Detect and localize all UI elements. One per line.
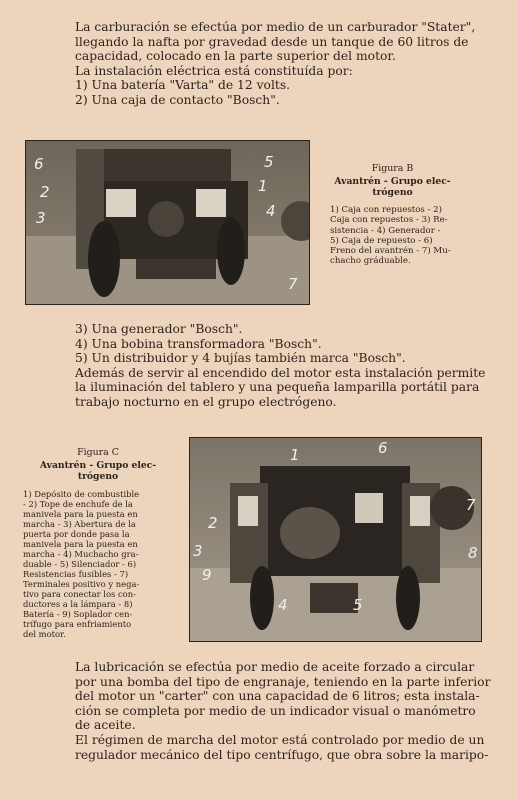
figure-b-caption-body [330, 205, 455, 266]
figure-c-label-7: 7 [466, 496, 476, 514]
figure-b-subtitle [330, 176, 455, 198]
figure-c-photo [189, 437, 482, 642]
caption-line: - 2) Tope de enchufe de la [23, 499, 133, 510]
figure-c-caption [23, 448, 173, 639]
text-line: 5) Un distribuidor y 4 bujías también marca "Bosch". [75, 351, 406, 366]
text-line: ción se completa por medio de un indicador visual o manómetro [75, 703, 476, 718]
figure-b-label-7: 7 [288, 275, 298, 293]
text-line: La lubricación se efectúa por medio de aceite forzado a circular [75, 660, 475, 674]
figure-b-photo [25, 140, 310, 305]
figure-c-caption-body [23, 489, 173, 639]
caption-line: Caja con repuestos - 3) Re- [330, 215, 448, 226]
text-line: del motor un "carter" con una capacidad de 6 litros; esta instala- [75, 689, 480, 704]
caption-line: marcha - 3) Abertura de la [23, 519, 136, 530]
paragraph-electrical [75, 322, 485, 410]
text-line: 1) Una batería "Varta" de 12 volts. [75, 78, 291, 93]
figure-b-subtitle-line: trógeno [372, 187, 413, 199]
figure-c-subtitle-line: trógeno [77, 471, 119, 483]
text-line: regulador mecánico del tipo centrífugo, que obra sobre la maripo- [75, 747, 489, 762]
figure-b-caption [330, 164, 455, 266]
text-line: Además de servir al encendido del motor esta instalación permite [75, 365, 486, 380]
caption-line: 5) Caja de repuesto - 6) [330, 235, 433, 246]
figure-c-label-1: 1 [290, 446, 300, 464]
text-line: la iluminación del tablero y una pequeña lamparilla portátil para [75, 380, 480, 395]
figure-c-title: Figura C [77, 447, 119, 458]
caption-line: Freno del avantrén - 7) Mu- [330, 246, 451, 257]
figure-c-label-2: 2 [208, 514, 218, 532]
figure-b-subtitle-line: Avantrén - Grupo elec- [334, 176, 451, 188]
figure-b-label-6: 6 [34, 155, 44, 173]
caption-line: manivela para la puesta en [23, 509, 138, 520]
text-line: El régimen de marcha del motor está controlado por medio de un [75, 732, 485, 747]
figure-c-label-3: 3 [193, 542, 203, 560]
caption-line: marcha - 4) Muchacho gra- [23, 549, 139, 560]
figure-c-label-5: 5 [353, 596, 363, 614]
caption-line: 1) Caja con repuestos - 2) [330, 205, 442, 216]
text-line: 2) Una caja de contacto "Bosch". [75, 92, 280, 107]
figure-b-label-4: 4 [266, 202, 276, 220]
text-line: por una bomba del tipo de engranaje, teniendo en la parte inferior [75, 674, 491, 689]
caption-line: chacho gráduable. [330, 256, 411, 267]
caption-line: del motor. [23, 629, 66, 640]
paragraph-carburation [75, 20, 485, 108]
text-line: La instalación eléctrica está constituída por: [75, 63, 353, 78]
text-line: capacidad, colocado en la parte superior del motor. [75, 49, 396, 64]
text-line: trabajo nocturno en el grupo electrógeno. [75, 394, 337, 409]
caption-line: tivo para conectar los con- [23, 589, 136, 600]
figure-c-label-9: 9 [202, 566, 212, 584]
caption-line: 1) Depósito de combustible [23, 489, 140, 500]
caption-line: ductores a la lámpara - 8) [23, 599, 133, 610]
caption-line: manivela para la puesta en [23, 539, 138, 550]
figure-c-subtitle [23, 460, 173, 482]
figure-b-label-1: 1 [258, 177, 268, 195]
text-line: La carburación se efectúa por medio de un carburador "Stater", [75, 20, 476, 34]
figure-c-label-4: 4 [278, 596, 288, 614]
figure-c-label-8: 8 [468, 544, 478, 562]
caption-line: Batería - 9) Soplador cen- [23, 609, 133, 620]
figure-b-label-3: 3 [36, 209, 46, 227]
text-line: 4) Una bobina transformadora "Bosch". [75, 336, 322, 351]
figure-c-subtitle-line: Avantrén - Grupo elec- [39, 460, 157, 472]
caption-line: Resistencias fusibles - 7) [23, 569, 129, 580]
figure-b-label-2: 2 [40, 183, 50, 201]
text-line: llegando la nafta por gravedad desde un tanque de 60 litros de [75, 34, 469, 49]
text-line: 3) Una generador "Bosch". [75, 322, 243, 336]
caption-line: sistencia - 4) Generador - [330, 225, 441, 236]
text-line: de aceite. [75, 718, 136, 733]
caption-line: Terminales positivo y nega- [23, 579, 140, 590]
caption-line: duable - 5) Silenciador - 6) [23, 559, 137, 570]
figure-c-label-6: 6 [378, 439, 388, 457]
caption-line: trífugo para enfriamiento [23, 619, 132, 630]
caption-line: puerta por donde pasa la [23, 529, 130, 540]
figure-b-title: Figura B [371, 163, 414, 174]
figure-b-label-5: 5 [264, 153, 274, 171]
paragraph-lubrication [75, 660, 491, 762]
